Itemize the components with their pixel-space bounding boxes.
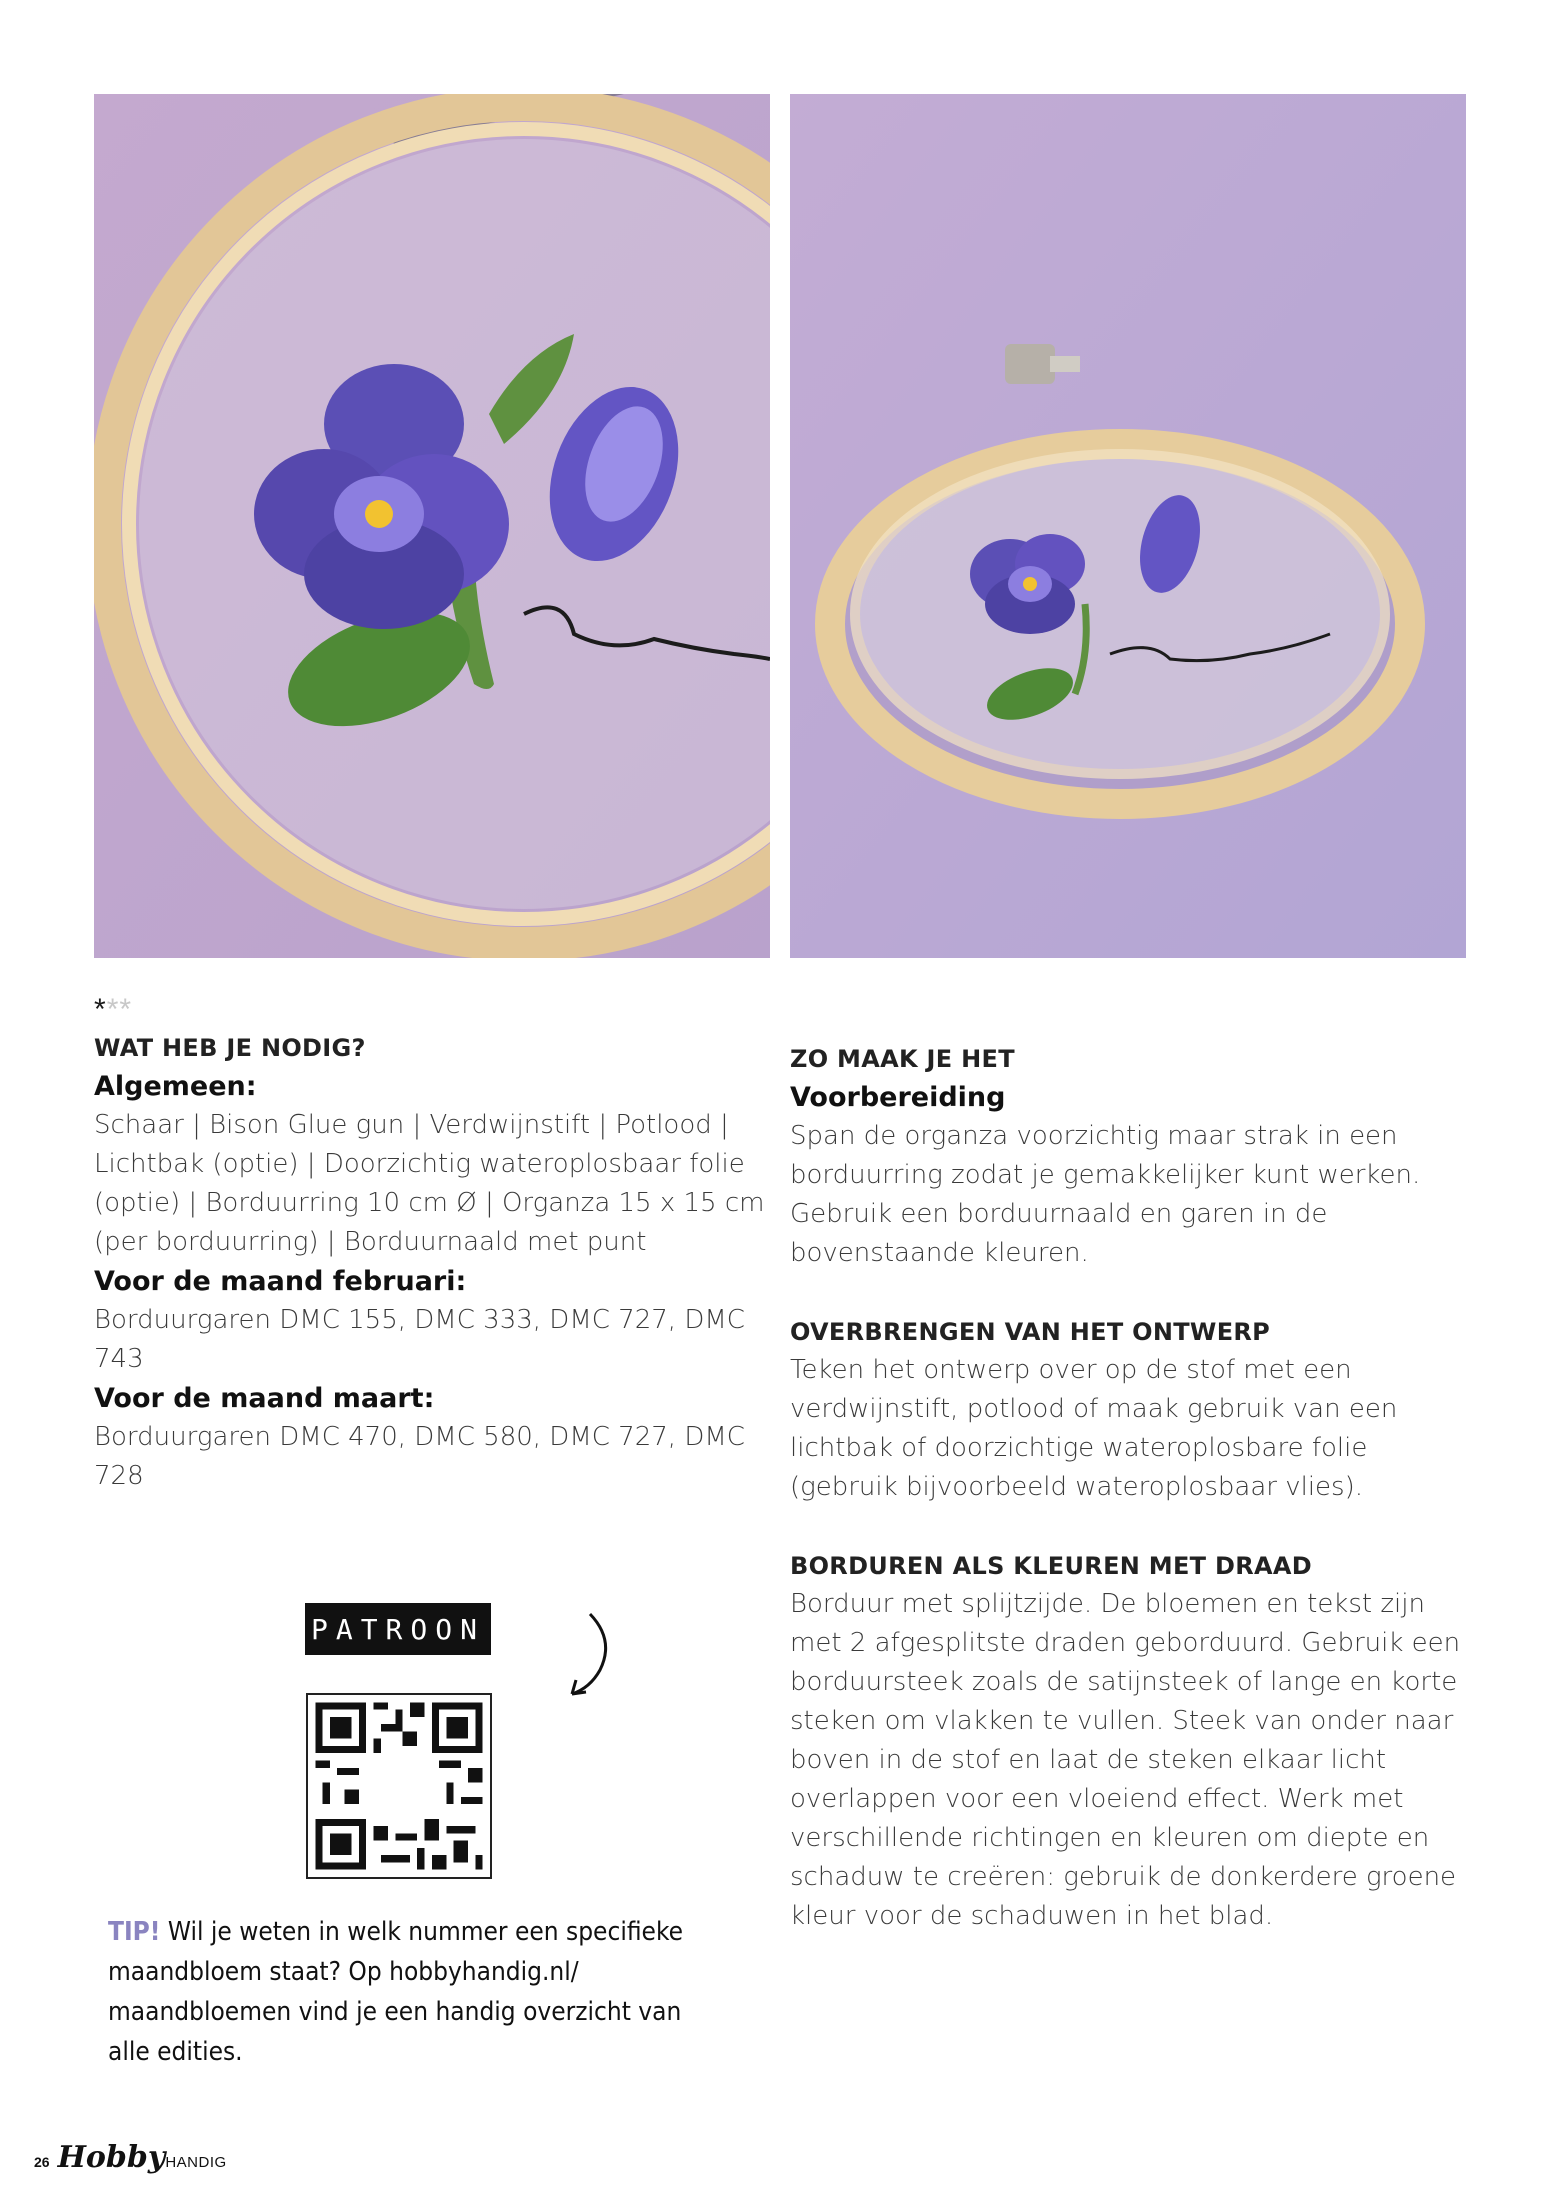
transfer-text: Teken het ontwerp over op de stof met een verdwijnstift, potlood of maak gebruik van een lichtbak of doorzichtige wateroplosbare folie (gebruik bijvoorbeeld wateroplosbaar vlies). — [790, 1355, 1398, 1502]
embroider-section — [790, 1547, 1480, 1936]
preparation-label: Voorbereiding — [790, 1082, 1006, 1113]
tip-box — [108, 1912, 708, 2072]
general-label: Algemeen: — [94, 1071, 257, 1102]
difficulty-rating — [94, 995, 774, 1025]
brand-script: Hobby — [57, 2140, 166, 2175]
preparation-text: Span de organza voorzichtig maar strak in een borduurring zodat je gemakkelijker kunt werken. Gebruik een borduurnaald en garen in de bovenstaande kleuren. — [790, 1121, 1421, 1268]
photo-embroidery-closeup — [94, 94, 770, 958]
february-materials: Borduurgaren DMC 155, DMC 333, DMC 727, DMC 743 — [94, 1305, 745, 1374]
tip-label: TIP! — [108, 1917, 161, 1947]
brand-caps: HANDIG — [165, 2154, 227, 2171]
page-number: 26 — [34, 2154, 50, 2170]
instructions-column — [790, 1040, 1480, 1976]
materials-heading: WAT HEB JE NODIG? — [94, 1034, 366, 1062]
brand-logo — [58, 2140, 227, 2175]
pattern-label: PATROON — [305, 1603, 491, 1655]
page-footer — [34, 2140, 227, 2175]
march-label: Voor de maand maart: — [94, 1383, 435, 1414]
instructions-heading: ZO MAAK JE HET — [790, 1045, 1015, 1073]
materials-column — [94, 995, 774, 1496]
embroider-text: Borduur met splijtzijde. De bloemen en tekst zijn met 2 afgesplitste draden geborduurd. Gebruik een borduursteek zoals de satijnsteek of lange en korte steken om vlakken te vullen. Steek van onder naar boven in de stof en laat de steken elkaar licht overlappen voor een vloeiend effect. Werk met verschillende richtingen en kleuren om diepte en schaduw te creëren: gebruik de donkerdere groene kleur voor de schaduwen in het blad. — [790, 1589, 1461, 1931]
transfer-section — [790, 1313, 1480, 1507]
general-materials: Schaar | Bison Glue gun | Verdwijnstift | Potlood | Lichtbak (optie) | Doorzichtig wateroplosbaar folie (optie) | Borduurring 10 cm Ø | Organza 15 x 15 cm (per borduurring) | Borduurnaald met punt — [94, 1110, 765, 1257]
tip-text: Wil je weten in welk nummer een specifieke maandbloem staat? Op hobbyhandig.nl/ maandbloemen vind je een handig overzicht van alle edities. — [108, 1917, 683, 2067]
february-label: Voor de maand februari: — [94, 1266, 467, 1297]
preparation-section — [790, 1040, 1480, 1273]
embroider-heading: BORDUREN ALS KLEUREN MET DRAAD — [790, 1552, 1312, 1580]
photo-embroidery-hoop — [790, 94, 1466, 958]
march-materials: Borduurgaren DMC 470, DMC 580, DMC 727, DMC 728 — [94, 1422, 745, 1491]
qr-code[interactable] — [306, 1693, 492, 1879]
difficulty-empty: ** — [106, 993, 133, 1026]
curved-arrow-icon — [560, 1610, 620, 1705]
difficulty-filled: * — [94, 993, 107, 1026]
transfer-heading: OVERBRENGEN VAN HET ONTWERP — [790, 1318, 1271, 1346]
